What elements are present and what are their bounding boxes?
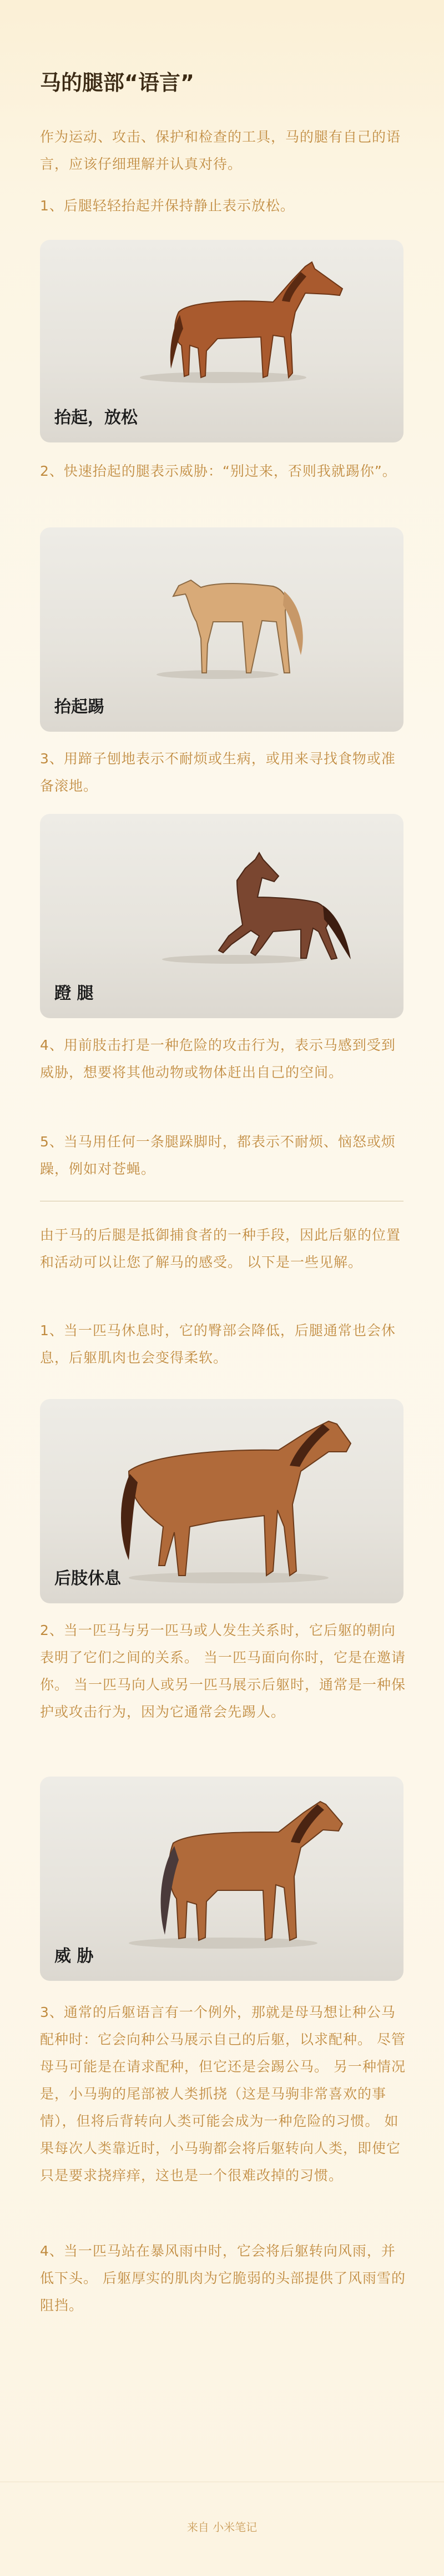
horse-image-threat: [40, 1777, 403, 1981]
horse-paw-illustration: [40, 814, 403, 1018]
image-caption: 威 胁: [54, 1946, 94, 1966]
hindquarters-point-3: 3、通常的后躯语言有一个例外，那就是母马想让种公马配种时：它会向种公马展示自己的后躯，以求配种。 尽管母马可能是在请求配种，但它还是会踢公马。 另一种情况是，小马驹的尾部被人类抓挠（这是马驹非常喜欢的事情），但将后背转向人类可能会成为一种危险的习惯。 如果每次人类靠近时，小马驹都会将后躯转向人类，即使它只是要求挠痒痒，这也是一个很难改掉的习惯。: [40, 2004, 406, 2183]
hindquarters-point-4: 4、当一匹马站在暴风雨中时，它会将后躯转向风雨，并低下头。 后躯厚实的肌肉为它脆弱的头部提供了风雨雪的阻挡。: [40, 2243, 406, 2313]
point-1: 1、后腿轻轻抬起并保持静止表示放松。: [40, 198, 295, 214]
intro-paragraph: 作为运动、攻击、保护和检查的工具，马的腿有自己的语言，应该仔细理解并认真对待。: [40, 129, 401, 172]
horse-threat-illustration: [40, 1777, 403, 1981]
hindquarters-point-1: 1、当一匹马休息时，它的臀部会降低，后腿通常也会休息，后躯肌肉也会变得柔软。: [40, 1322, 396, 1366]
image-caption: 后肢休息: [54, 1569, 121, 1588]
hindquarters-intro: 由于马的后腿是抵御捕食者的一种手段，因此后躯的位置和活动可以让您了解马的感受。 以下是一些见解。: [40, 1227, 401, 1270]
point-4: 4、用前肢击打是一种危险的攻击行为，表示马感到受到威胁，想要将其他动物或物体赶出自己的空间。: [40, 1037, 396, 1080]
image-caption: 抬起踢: [54, 697, 104, 717]
image-caption: 蹬 腿: [54, 984, 94, 1003]
horse-image-resting: [40, 1399, 403, 1603]
point-3: 3、用蹄子刨地表示不耐烦或生病，或用来寻找食物或准备滚地。: [40, 751, 396, 794]
point-5: 5、当马用任何一条腿跺脚时，都表示不耐烦、恼怒或烦躁，例如对苍蝇。: [40, 1134, 396, 1177]
point-2: 2、快速抬起的腿表示威胁：“别过来，否则我就踢你”。: [40, 463, 397, 479]
horse-image-kick: [40, 527, 403, 732]
page-title: 马的腿部“语言”: [40, 71, 194, 95]
horse-image-paw: [40, 814, 403, 1018]
footer-source: 来自 小米笔记: [186, 2520, 258, 2534]
horse-image-relaxed: [40, 240, 403, 442]
image-caption: 抬起，放松: [54, 408, 138, 427]
hindquarters-point-2: 2、当一匹马与另一匹马或人发生关系时，它后躯的朝向表明了它们之间的关系。 当一匹马面向你时，它是在邀请你。 当一匹马向人或另一匹马展示后躯时，通常是一种保护或攻击行为，因为它通常会先踢人。: [40, 1622, 406, 1720]
